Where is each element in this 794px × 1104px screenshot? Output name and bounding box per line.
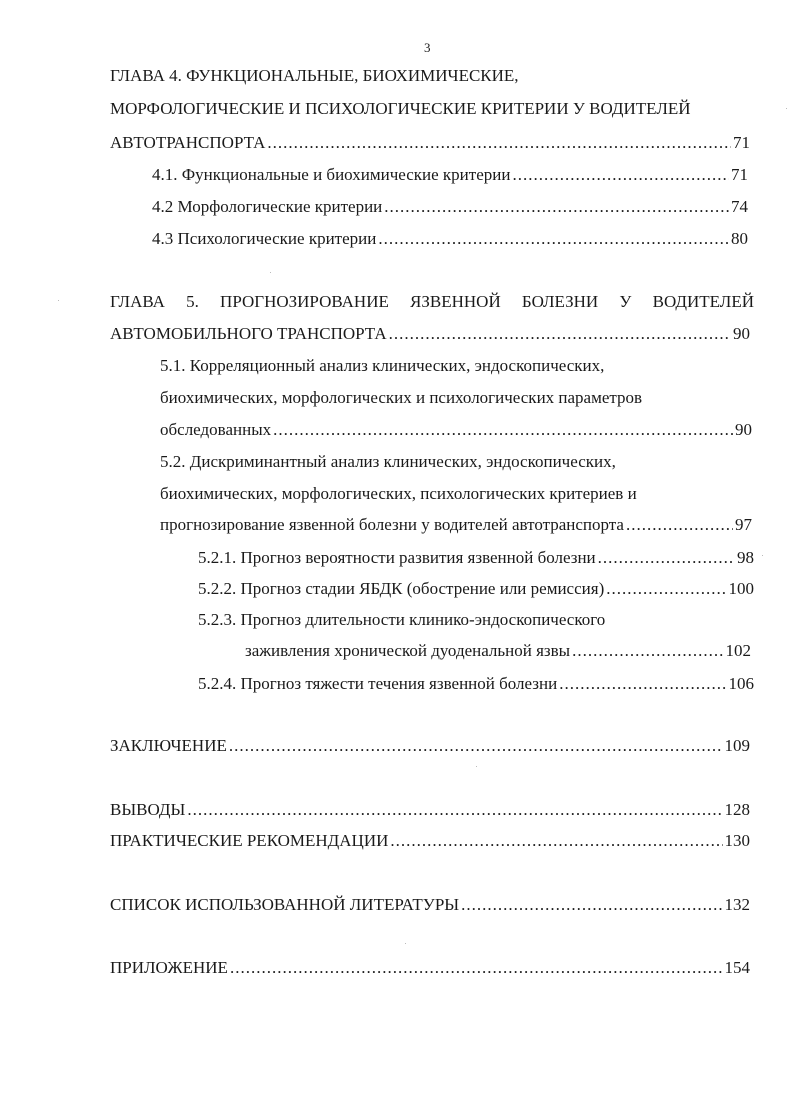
toc-entry-page: 71 — [731, 165, 748, 184]
scan-speck — [786, 108, 787, 109]
toc-entry-label: ПРИЛОЖЕНИЕ — [110, 958, 228, 977]
toc-entry-chapter4[interactable] — [110, 133, 750, 153]
toc-entry-page: 132 — [724, 895, 750, 914]
leader-dots — [598, 548, 735, 568]
leader-dots — [230, 958, 723, 978]
toc-entry-section-5-2-2[interactable] — [198, 579, 754, 599]
chapter5-title-line1: ГЛАВА 5. ПРОГНОЗИРОВАНИЕ ЯЗВЕННОЙ БОЛЕЗНИ У ВОДИТЕЛЕЙ — [110, 292, 754, 311]
toc-entry-label: АВТОТРАНСПОРТА — [110, 133, 266, 152]
leader-dots — [378, 229, 729, 249]
section-5-1-line1: 5.1. Корреляционный анализ клинических, эндоскопических, — [160, 356, 605, 375]
toc-entry-section-5-2-4[interactable] — [198, 674, 754, 694]
toc-entry-page: 154 — [724, 958, 750, 977]
toc-entry-label: 4.3 Психологические критерии — [152, 229, 377, 248]
toc-entry-label: 4.2 Морфологические критерии — [152, 197, 383, 216]
toc-entry-references[interactable] — [110, 895, 750, 915]
toc-entry-section-5-2-3[interactable] — [245, 641, 751, 661]
section-5-2-3-line1: 5.2.3. Прогноз длительности клинико-эндоскопического — [198, 610, 606, 629]
toc-entry-findings[interactable] — [110, 800, 750, 820]
leader-dots — [572, 641, 723, 661]
toc-entry-page: 71 — [733, 133, 750, 152]
section-5-1-line2: биохимических, морфологических и психологических параметров — [160, 388, 643, 407]
toc-entry-page: 97 — [735, 515, 752, 534]
leader-dots — [273, 420, 733, 440]
scan-speck — [58, 300, 59, 301]
toc-entry-section-5-1[interactable] — [160, 420, 752, 440]
toc-entry-section-4-1[interactable] — [152, 165, 748, 185]
toc-entry-page: 74 — [731, 197, 748, 216]
toc-entry-conclusion[interactable] — [110, 736, 750, 756]
toc-entry-page: 102 — [725, 641, 751, 660]
toc-entry-appendix[interactable] — [110, 958, 750, 978]
toc-entry-section-4-3[interactable] — [152, 229, 748, 249]
page-number: 3 — [424, 40, 431, 55]
toc-entry-chapter5[interactable] — [110, 324, 750, 344]
toc-entry-page: 106 — [728, 674, 754, 693]
scan-speck — [476, 766, 477, 767]
toc-entry-page: 90 — [735, 420, 752, 439]
toc-entry-section-4-2[interactable] — [152, 197, 748, 217]
toc-entry-section-5-2-1[interactable] — [198, 548, 754, 568]
toc-entry-page: 98 — [737, 548, 754, 567]
leader-dots — [267, 133, 731, 153]
scan-speck — [405, 943, 406, 944]
toc-entry-label: 5.2.4. Прогноз тяжести течения язвенной болезни — [198, 674, 558, 693]
toc-entry-label: обследованных — [160, 420, 272, 439]
leader-dots — [389, 324, 731, 344]
leader-dots — [384, 197, 729, 217]
leader-dots — [229, 736, 723, 756]
chapter4-title-line2: МОРФОЛОГИЧЕСКИЕ И ПСИХОЛОГИЧЕСКИЕ КРИТЕРИИ У ВОДИТЕЛЕЙ — [110, 99, 691, 118]
toc-entry-label: прогнозирование язвенной болезни у водителей автотранспорта — [160, 515, 624, 534]
toc-entry-section-5-2[interactable] — [160, 515, 752, 535]
toc-entry-recommendations[interactable] — [110, 831, 750, 851]
leader-dots — [606, 579, 726, 599]
toc-entry-page: 80 — [731, 229, 748, 248]
leader-dots — [626, 515, 733, 535]
toc-entry-label: АВТОМОБИЛЬНОГО ТРАНСПОРТА — [110, 324, 387, 343]
scan-speck — [762, 555, 763, 556]
leader-dots — [187, 800, 722, 820]
toc-entry-label: заживления хронической дуоденальной язвы — [245, 641, 571, 660]
toc-entry-label: ПРАКТИЧЕСКИЕ РЕКОМЕНДАЦИИ — [110, 831, 389, 850]
toc-entry-label: 4.1. Функциональные и биохимические критерии — [152, 165, 511, 184]
leader-dots — [559, 674, 726, 694]
toc-entry-page: 100 — [728, 579, 754, 598]
leader-dots — [390, 831, 722, 851]
toc-entry-page: 128 — [724, 800, 750, 819]
toc-entry-label: ВЫВОДЫ — [110, 800, 186, 819]
toc-entry-page: 130 — [724, 831, 750, 850]
toc-entry-label: СПИСОК ИСПОЛЬЗОВАННОЙ ЛИТЕРАТУРЫ — [110, 895, 460, 914]
section-5-2-line1: 5.2. Дискриминантный анализ клинических, эндоскопических, — [160, 452, 616, 471]
toc-entry-label: ЗАКЛЮЧЕНИЕ — [110, 736, 227, 755]
toc-entry-page: 109 — [724, 736, 750, 755]
toc-entry-page: 90 — [733, 324, 750, 343]
toc-entry-label: 5.2.2. Прогноз стадии ЯБДК (обострение или ремиссия) — [198, 579, 605, 598]
leader-dots — [512, 165, 729, 185]
scan-speck — [270, 272, 271, 273]
leader-dots — [461, 895, 722, 915]
chapter4-title-line1: ГЛАВА 4. ФУНКЦИОНАЛЬНЫЕ, БИОХИМИЧЕСКИЕ, — [110, 66, 519, 85]
toc-entry-label: 5.2.1. Прогноз вероятности развития язвенной болезни — [198, 548, 596, 567]
section-5-2-line2: биохимических, морфологических, психологических критериев и — [160, 484, 637, 503]
